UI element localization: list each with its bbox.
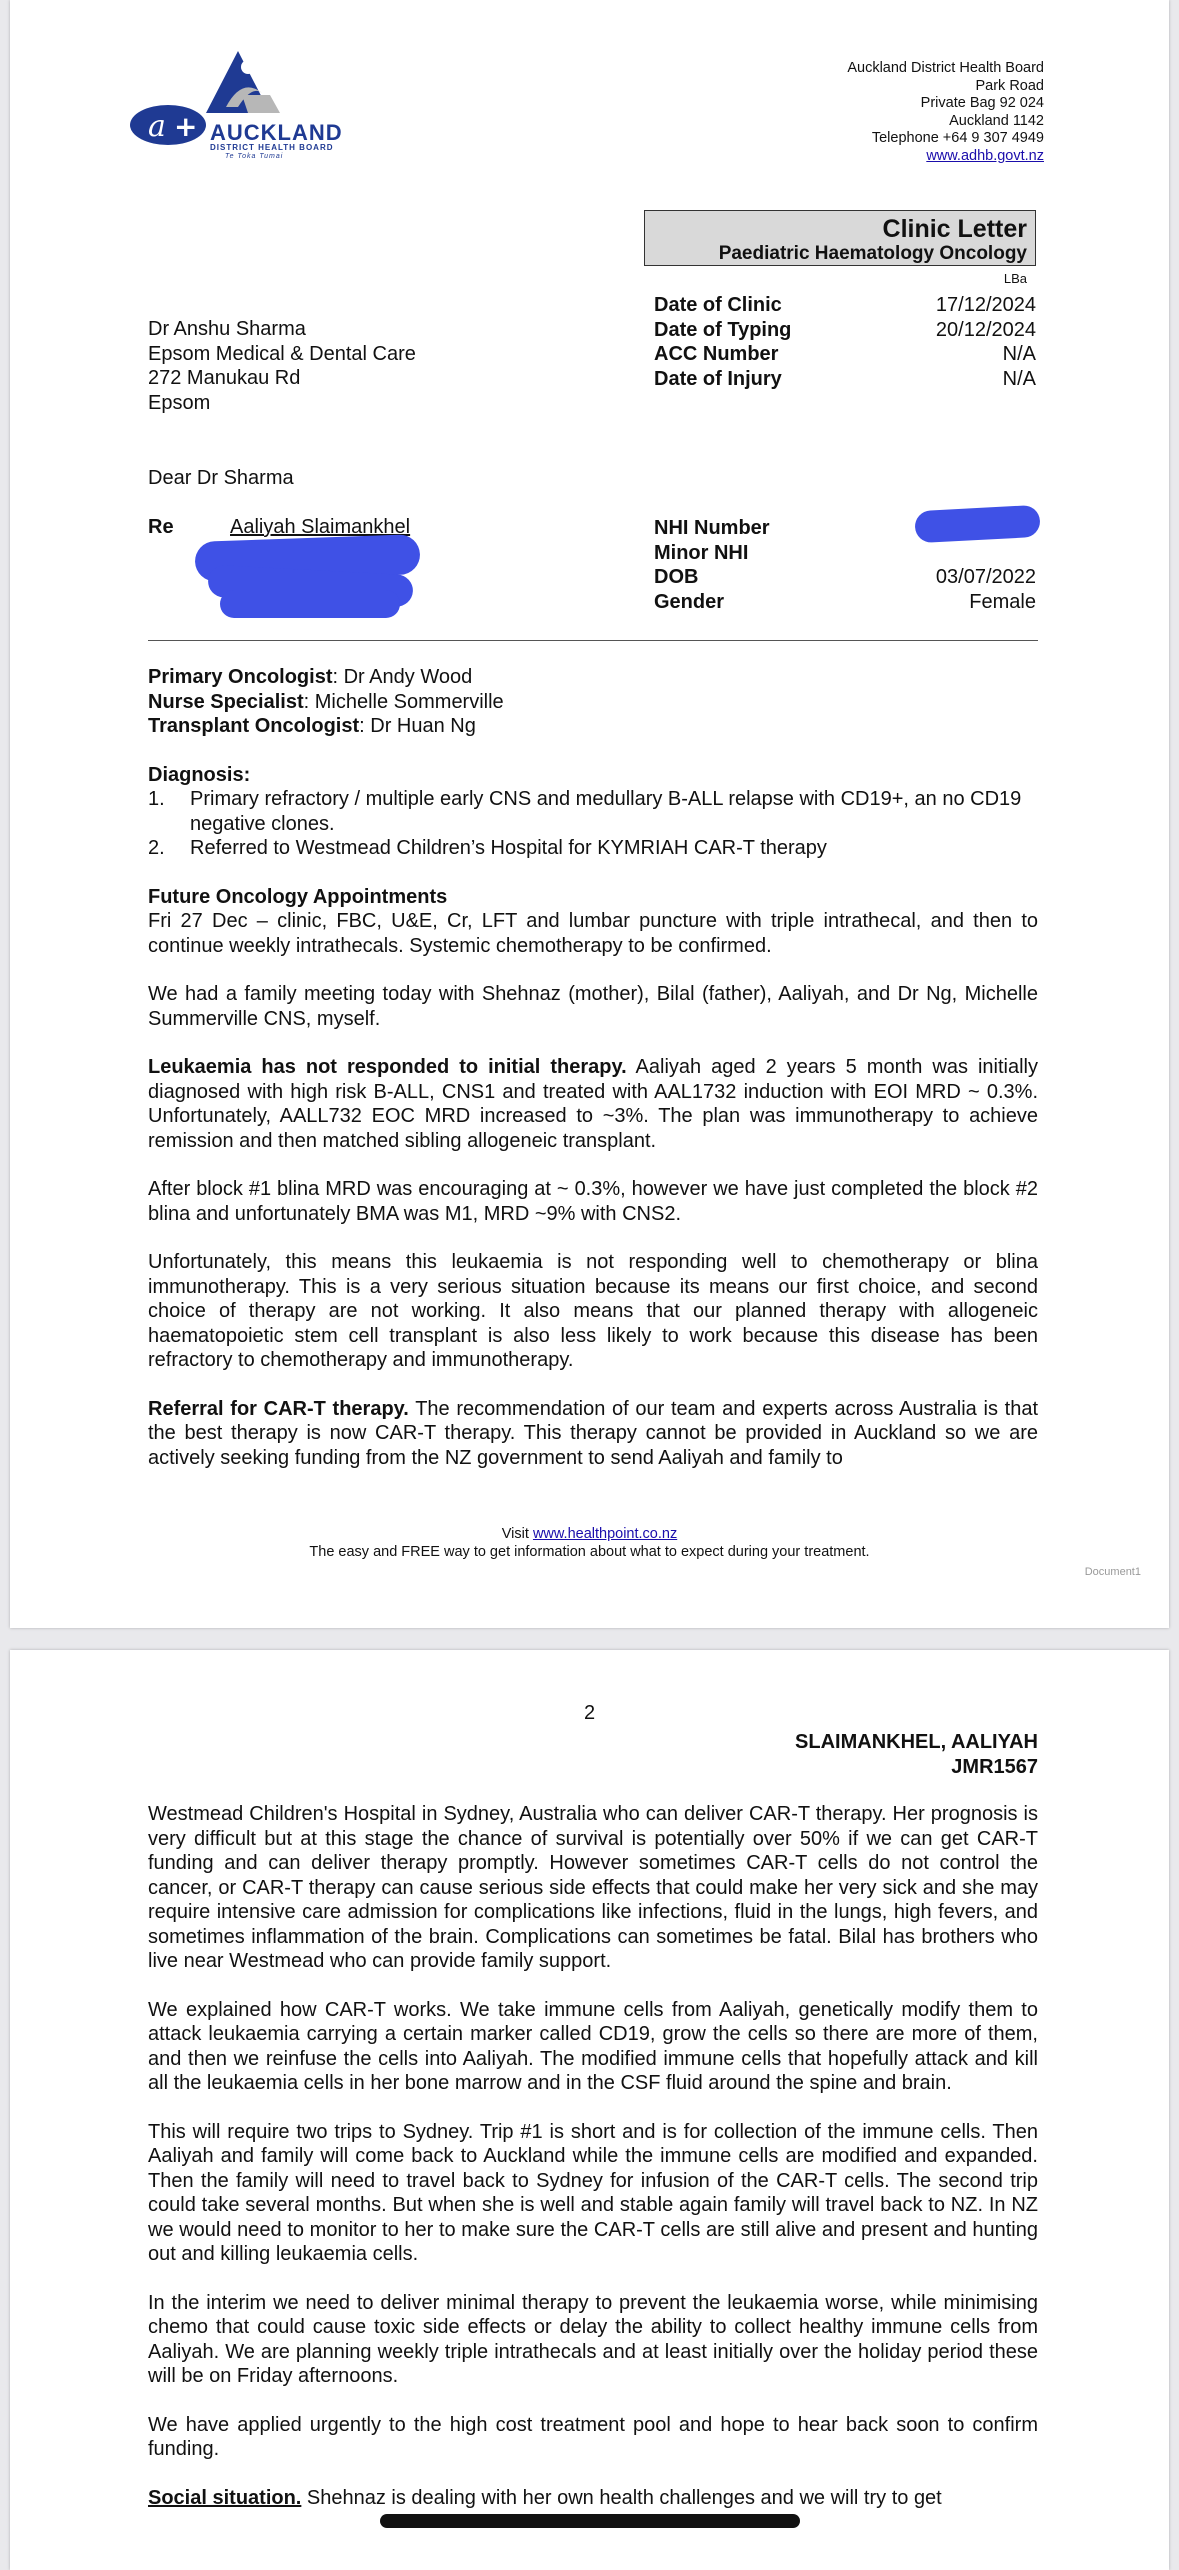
- logo-motto: Te Toka Tumai: [225, 153, 284, 160]
- patient-label: DOB: [654, 566, 699, 588]
- patient-name-header: SLAIMANKHEL, AALIYAH: [795, 1731, 1038, 1753]
- letter-page-1: [10, 0, 1169, 1628]
- letter-body-continued: [148, 1802, 1038, 2534]
- logo-subtitle: DISTRICT HEALTH BOARD: [210, 143, 334, 152]
- paragraph-leukaemia: [148, 1055, 1038, 1153]
- recipient-line: Epsom Medical & Dental Care: [148, 342, 416, 365]
- paragraph: Westmead Children's Hospital in Sydney, Australia who can deliver CAR-T therapy. Her prognosis is very difficult but at this stage the chance of survival is potentially over 50% if we can get CAR-T funding and can deliver therapy promptly. However sometimes CAR-T cells do not control the cancer, or CAR-T therapy can cause serious side effects that could make her very sick and she may require intensive care admission for complications like infections, fluid in the lungs, high fevers, and sometimes inflammation of the brain. Complications can sometimes be fatal. Bilal has brothers who live near Westmead who can provide family support.: [148, 1803, 1038, 1972]
- page-number: 2: [583, 1702, 596, 1724]
- list-number: 1.: [148, 788, 165, 810]
- date-label: Date of Injury: [654, 367, 782, 390]
- paragraph: In the interim we need to deliver minimal therapy to prevent the leukaemia worse, while minimising chemo that could cause toxic side effects or delay the ability to collect healthy immune cells from Aaliyah. We are planning weekly triple intrathecals and at least initially over the holiday period these will be on Friday afternoons.: [148, 2291, 1038, 2387]
- paragraph-heading: Leukaemia has not responded to initial therapy.: [148, 1056, 627, 1078]
- recipient-line: Dr Anshu Sharma: [148, 318, 306, 340]
- recipient-line: 272 Manukau Rd: [148, 367, 301, 389]
- svg-text:+: +: [174, 110, 198, 143]
- date-label: Date of Typing: [654, 318, 792, 341]
- patient-id: JMR1567: [951, 1755, 1038, 1778]
- patient-details: [654, 516, 1036, 614]
- patient-row: [654, 565, 1036, 590]
- letter-page-2: [10, 1650, 1169, 2570]
- patient-name: Aaliyah Slaimankhel: [230, 516, 411, 538]
- team-name: : Dr Huan Ng: [359, 715, 476, 737]
- date-value: 20/12/2024: [935, 318, 1036, 341]
- team-name: : Dr Andy Wood: [332, 666, 473, 688]
- patient-label: NHI Number: [654, 517, 770, 539]
- patient-header: [795, 1730, 1038, 1779]
- list-text: Primary refractory / multiple early CNS and medullary B-ALL relapse with CD19+, an no CD19 negative clones.: [190, 788, 1022, 835]
- patient-value: Female: [969, 590, 1036, 613]
- list-number: 2.: [148, 837, 165, 859]
- diagnosis-heading: Diagnosis:: [148, 763, 251, 786]
- logo-brand: AUCKLAND: [210, 120, 343, 145]
- address-line: Private Bag 92 024: [920, 95, 1044, 111]
- date-label: ACC Number: [654, 343, 779, 365]
- typist-ref: LBa: [1003, 271, 1027, 286]
- date-row: [654, 342, 1036, 367]
- diagnosis-list: [148, 787, 1038, 861]
- re-label: Re: [148, 516, 174, 538]
- appointments-text: Fri 27 Dec – clinic, FBC, U&E, Cr, LFT and lumbar puncture with triple intrathecal, and then to continue weekly intrathecals. Systemic chemotherapy to be confirmed.: [148, 910, 1038, 957]
- healthpoint-link[interactable]: www.healthpoint.co.nz: [532, 1526, 678, 1542]
- paragraph-text: Shehnaz is dealing with her own health challenges and we will try to get: [301, 2486, 942, 2509]
- page-footer: [10, 1525, 1169, 1561]
- clinic-letter-title: Clinic Letter: [882, 215, 1027, 243]
- date-label: Date of Clinic: [654, 294, 782, 316]
- address-phone: Telephone +64 9 307 4949: [871, 130, 1044, 146]
- patient-row: [654, 590, 1036, 615]
- team-role: Primary Oncologist: [148, 666, 333, 688]
- paragraph-meeting: We had a family meeting today with Shehnaz (mother), Bilal (father), Aaliyah, and Dr Ng, Michelle Summerville CNS, myself.: [148, 983, 1038, 1030]
- date-row: [654, 367, 1036, 392]
- paragraph: This will require two trips to Sydney. Trip #1 is short and is for collection of the immune cells. Then Aaliyah and family will come back to Auckland while the immune cells are modified and expanded. Then the family will need to travel back to Sydney for infusion of the CAR-T cells. The second trip could take several months. But when she is well and stable again family will travel back to NZ. In NZ we would need to monitor to her to make sure the CAR-T cells are still alive and present and hunting out and killing leukaemia cells.: [148, 2120, 1038, 2265]
- hospital-website-link[interactable]: www.adhb.govt.nz: [926, 147, 1044, 164]
- letter-body: [148, 665, 1038, 1494]
- department-name: Paediatric Haematology Oncology: [718, 243, 1027, 264]
- date-value: N/A: [1002, 343, 1036, 365]
- paragraph-blina: After block #1 blina MRD was encouraging at ~ 0.3%, however we have just completed the block #2 blina and unfortunately BMA was M1, MRD ~9% with CNS2.: [148, 1178, 1038, 1225]
- patient-label: Minor NHI: [654, 541, 749, 564]
- patient-row: [654, 516, 1036, 541]
- paragraph-heading: Social situation.: [148, 2486, 302, 2509]
- document-name: Document1: [1084, 1566, 1141, 1578]
- patient-value: [894, 541, 1036, 566]
- care-team: [148, 665, 1038, 739]
- team-name: : Michelle Sommerville: [303, 690, 504, 713]
- svg-text:a: a: [148, 109, 166, 144]
- address-line: Park Road: [975, 77, 1044, 94]
- redaction-address: [220, 590, 400, 618]
- paragraph: We have applied urgently to the high cost treatment pool and hope to hear back soon to confirm funding.: [148, 2413, 1038, 2460]
- home-indicator[interactable]: [380, 2514, 800, 2528]
- adhb-logo: [130, 45, 360, 165]
- patient-value: [894, 516, 1036, 541]
- date-row: [654, 293, 1036, 318]
- paragraph-heading: Referral for CAR-T therapy.: [148, 1397, 409, 1420]
- recipient-address: [148, 317, 416, 415]
- recipient-line: Epsom: [148, 391, 211, 414]
- date-row: [654, 318, 1036, 343]
- address-line: Auckland District Health Board: [847, 60, 1044, 76]
- list-item: [148, 836, 1038, 861]
- address-line: Auckland 1142: [949, 112, 1044, 129]
- footer-visit: Visit: [501, 1526, 533, 1542]
- patient-row: [654, 541, 1036, 566]
- paragraph-unfortunately: Unfortunately, this means this leukaemia is not responding well to chemotherapy or blina immunotherapy. This is a very serious situation because its means our first choice, and second choice of therapy are not working. It also means that our planned therapy with allogeneic haematopoietic stem cell transplant is also less likely to work because this disease has been refractory to chemotherapy and immunotherapy.: [148, 1251, 1038, 1371]
- list-text: Referred to Westmead Children’s Hospital for KYMRIAH CAR-T therapy: [190, 837, 827, 859]
- team-role: Transplant Oncologist: [148, 715, 360, 737]
- list-item: [148, 787, 1038, 836]
- divider: [148, 640, 1038, 641]
- paragraph: We explained how CAR-T works. We take immune cells from Aaliyah, genetically modify them to attack leukaemia carrying a certain marker called CD19, grow the cells so there are more of them, and then we reinfuse the cells into Aaliyah. The modified immune cells that hopefully attack and kill all the leukaemia cells in her bone marrow and in the CSF fluid around the spine and brain.: [148, 1998, 1038, 2094]
- appointments-heading: Future Oncology Appointments: [148, 885, 448, 908]
- hospital-address: [847, 60, 1044, 165]
- footer-tagline: The easy and FREE way to get information about what to expect during your treatment.: [309, 1544, 870, 1560]
- paragraph-social: [148, 2486, 1038, 2511]
- patient-label: Gender: [654, 590, 725, 613]
- clinic-letter-header: [644, 210, 1036, 266]
- date-value: 17/12/2024: [935, 294, 1036, 316]
- team-role: Nurse Specialist: [148, 690, 304, 713]
- patient-value: 03/07/2022: [935, 566, 1036, 588]
- paragraph-text: The recommendation of our team and experts across Australia is that the best therapy is now CAR-T therapy. This therapy cannot be provided in Auckland so we are actively seeking funding from the NZ government to send Aaliyah and family to: [148, 1397, 1038, 1469]
- paragraph-referral: [148, 1397, 1038, 1471]
- date-value: N/A: [1002, 367, 1036, 390]
- letter-dates: [654, 293, 1036, 391]
- salutation: Dear Dr Sharma: [148, 467, 294, 489]
- paragraph-text: Aaliyah aged 2 years 5 month was initially diagnosed with high risk B-ALL, CNS1 and treated with AAL1732 induction with EOI MRD ~ 0.3%. Unfortunately, AALL732 EOC MRD increased to ~3%. The plan was immunotherapy to achieve remission and then matched sibling allogeneic transplant.: [148, 1056, 1038, 1152]
